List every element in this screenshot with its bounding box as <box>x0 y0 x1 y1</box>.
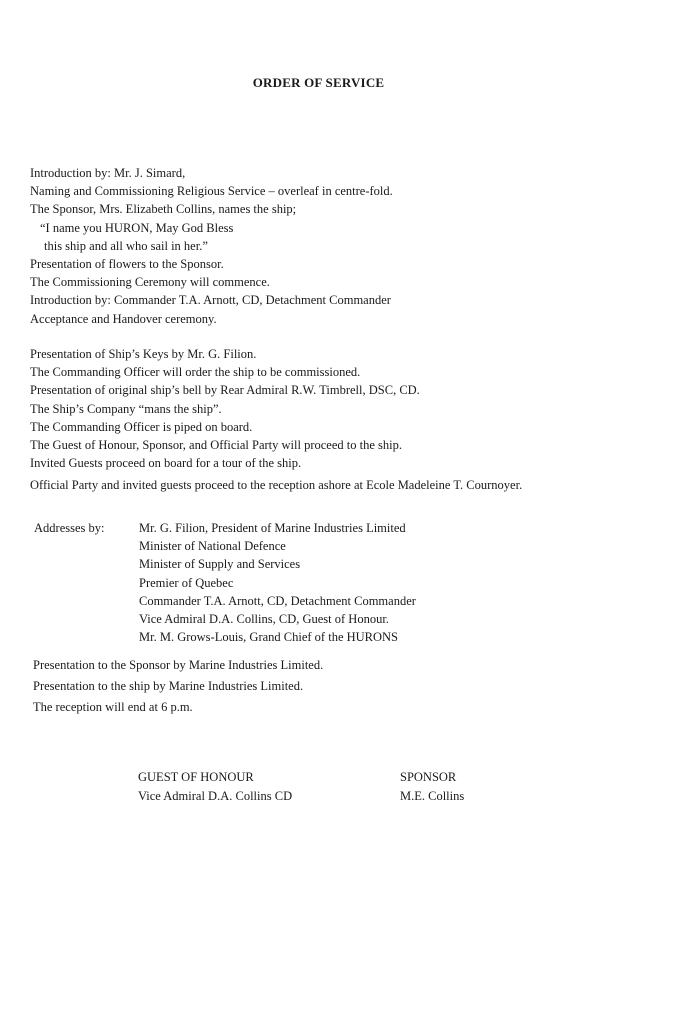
speaker-item: Minister of Supply and Services <box>139 557 301 572</box>
speaker-list <box>139 519 416 646</box>
intro-line: The Sponsor, Mrs. Elizabeth Collins, names the ship; <box>30 202 297 217</box>
ceremony-line: The Guest of Honour, Sponsor, and Official Party will proceed to the ship. <box>30 437 402 452</box>
intro-line: The Commissioning Ceremony will commence. <box>30 275 270 290</box>
ceremony-line: Invited Guests proceed on board for a tour of the ship. <box>30 456 302 471</box>
ceremony-line: Official Party and invited guests proceed to the reception ashore at Ecole Madeleine T. Cournoyer. <box>30 478 523 493</box>
ceremony-line: The Ship’s Company “mans the ship”. <box>30 401 222 416</box>
intro-line: Presentation of flowers to the Sponsor. <box>30 256 224 271</box>
guest-of-honour-signature <box>138 768 292 806</box>
sponsor-name: M.E. Collins <box>400 789 465 803</box>
closing-line: Presentation to the Sponsor by Marine Industries Limited. <box>33 658 324 672</box>
guest-name: Vice Admiral D.A. Collins CD <box>138 789 293 803</box>
sponsor-role: SPONSOR <box>400 770 457 784</box>
ceremony-line: Presentation of Ship’s Keys by Mr. G. Filion. <box>30 347 257 361</box>
intro-line: Introduction by: Mr. J. Simard, <box>30 166 186 180</box>
closing-line: Presentation to the ship by Marine Industries Limited. <box>33 679 304 693</box>
speaker-item: Minister of National Defence <box>139 539 286 554</box>
introduction-section <box>30 164 393 328</box>
intro-line: Naming and Commissioning Religious Service – overleaf in centre-fold. <box>30 184 393 199</box>
naming-quote-line: “I name you HURON, May God Bless <box>40 220 234 235</box>
ceremony-line: Presentation of original ship’s bell by Rear Admiral R.W. Timbrell, DSC, CD. <box>30 383 420 398</box>
naming-quote-line: this ship and all who sail in her.” <box>44 238 208 253</box>
speaker-item: Vice Admiral D.A. Collins, CD, Guest of Honour. <box>139 611 389 626</box>
addresses-section <box>34 519 416 646</box>
ceremony-section <box>30 345 522 495</box>
sponsor-signature <box>400 768 464 806</box>
speaker-item: Commander T.A. Arnott, CD, Detachment Commander <box>139 593 416 608</box>
speaker-item: Premier of Quebec <box>139 575 234 590</box>
speaker-item: Mr. M. Grows-Louis, Grand Chief of the HURONS <box>139 630 399 645</box>
speaker-item: Mr. G. Filion, President of Marine Industries Limited <box>139 521 406 535</box>
page-title: ORDER OF SERVICE <box>252 75 385 90</box>
intro-line: Acceptance and Handover ceremony. <box>30 311 217 326</box>
ceremony-line: The Commanding Officer will order the ship to be commissioned. <box>30 365 361 380</box>
guest-role: GUEST OF HONOUR <box>138 770 254 784</box>
closing-section <box>33 655 323 718</box>
intro-line: Introduction by: Commander T.A. Arnott, CD, Detachment Commander <box>30 293 391 308</box>
addresses-label: Addresses by: <box>34 521 105 535</box>
ceremony-line: The Commanding Officer is piped on board. <box>30 419 253 434</box>
closing-line: The reception will end at 6 p.m. <box>33 700 193 714</box>
